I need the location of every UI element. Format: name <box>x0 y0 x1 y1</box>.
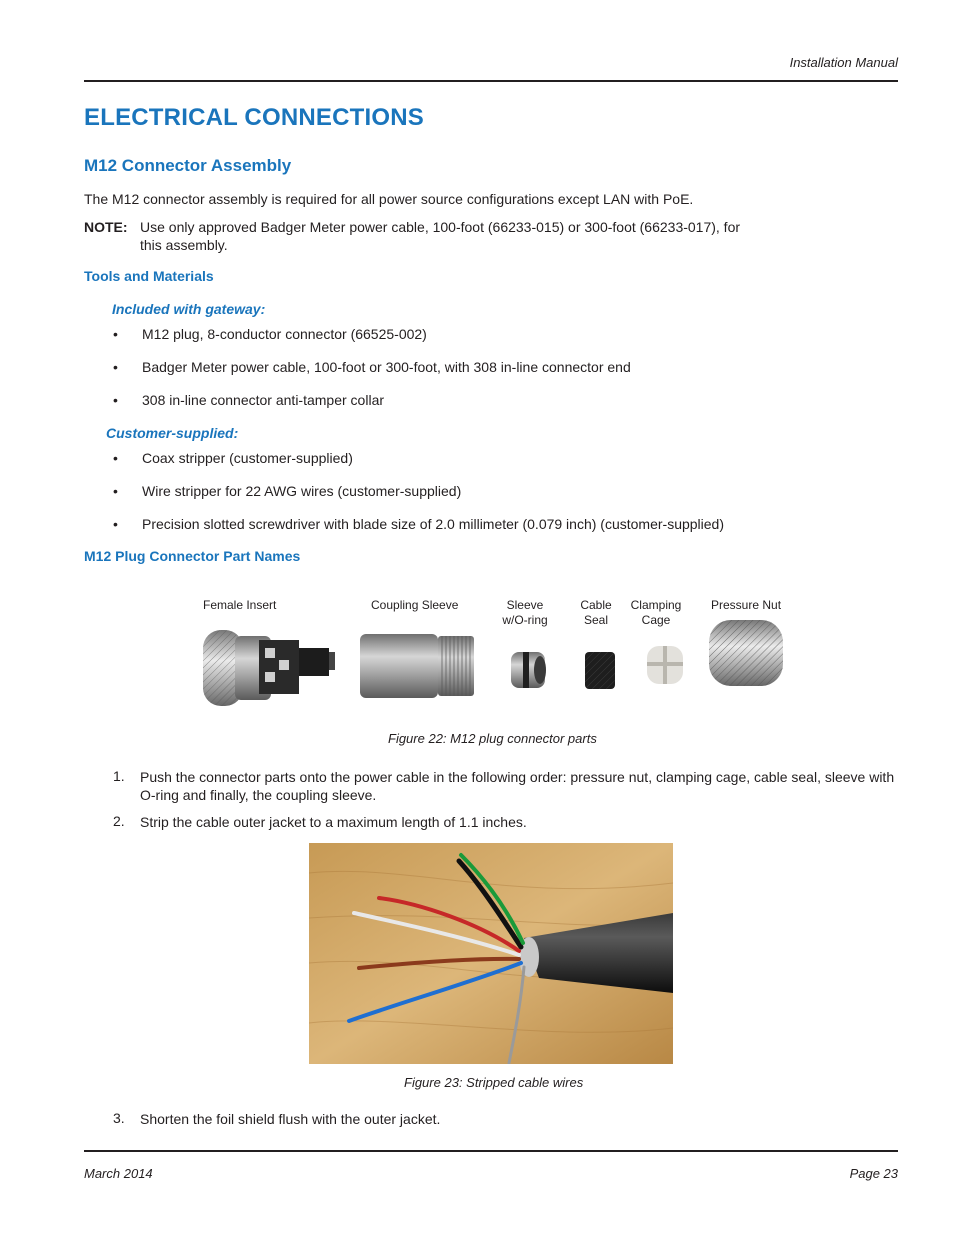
figure-23-caption: Figure 23: Stripped cable wires <box>404 1075 584 1090</box>
footer-page: Page 23 <box>849 1166 898 1181</box>
footer-date: March 2014 <box>84 1166 153 1181</box>
section-title: ELECTRICAL CONNECTIONS <box>84 104 424 131</box>
sleeve-oring-part <box>511 652 546 688</box>
included-heading: Included with gateway: <box>112 301 266 317</box>
figure-22-caption: Figure 22: M12 plug connector parts <box>388 731 597 746</box>
note-text-line2: this assembly. <box>140 237 228 253</box>
pressure-nut-part <box>709 620 783 686</box>
label-coupling-sleeve: Coupling Sleeve <box>371 598 459 612</box>
step-number: 3. <box>113 1110 125 1126</box>
bullet-icon: • <box>113 392 118 408</box>
tools-heading: Tools and Materials <box>84 268 214 284</box>
step-number: 1. <box>113 768 125 784</box>
footer-rule <box>84 1150 898 1152</box>
label-line: w/O-ring <box>502 613 548 627</box>
customer-heading: Customer-supplied: <box>106 425 239 441</box>
list-item: 308 in-line connector anti-tamper collar <box>142 392 385 408</box>
bullet-icon: • <box>113 483 118 499</box>
label-line: Sleeve <box>506 598 544 612</box>
connector-parts-illustration <box>195 612 795 712</box>
label-line: Clamping <box>630 598 682 612</box>
bullet-icon: • <box>113 516 118 532</box>
label-line: Seal <box>583 613 609 627</box>
list-item: Precision slotted screwdriver with blade size of 2.0 millimeter (0.079 inch) (customer-supplied) <box>142 516 725 532</box>
manual-title: Installation Manual <box>789 55 898 70</box>
bullet-icon: • <box>113 359 118 375</box>
coupling-sleeve-part <box>360 634 474 698</box>
note-label: NOTE: <box>84 219 128 235</box>
header-rule <box>84 80 898 82</box>
step-text: Strip the cable outer jacket to a maximum length of 1.1 inches. <box>140 814 527 830</box>
female-insert-part <box>203 630 335 706</box>
bullet-icon: • <box>113 450 118 466</box>
parts-heading: M12 Plug Connector Part Names <box>84 548 301 564</box>
list-item: Coax stripper (customer-supplied) <box>142 450 353 466</box>
subsection-title: M12 Connector Assembly <box>84 156 292 175</box>
list-item: Badger Meter power cable, 100-foot or 300-foot, with 308 in-line connector end <box>142 359 631 375</box>
cable-seal-part <box>585 652 615 689</box>
step-text: Push the connector parts onto the power cable in the following order: pressure nut, clamping cage, cable seal, sleeve with O-ring and finally, the coupling sleeve. <box>140 769 895 803</box>
list-item: Wire stripper for 22 AWG wires (customer-supplied) <box>142 483 462 499</box>
label-line: Cage <box>641 613 671 627</box>
bullet-icon: • <box>113 326 118 342</box>
step-number: 2. <box>113 813 125 829</box>
label-pressure-nut: Pressure Nut <box>711 598 782 612</box>
step-text: Shorten the foil shield flush with the outer jacket. <box>140 1111 441 1127</box>
clamping-cage-part <box>647 646 683 684</box>
label-female-insert: Female Insert <box>203 598 277 612</box>
label-line: Cable <box>580 598 612 612</box>
note-text-line1: Use only approved Badger Meter power cable, 100-foot (66233-015) or 300-foot (66233-017), for <box>140 219 741 235</box>
list-item: M12 plug, 8-conductor connector (66525-002) <box>142 326 427 342</box>
stripped-cable-illustration <box>309 843 673 1064</box>
intro-text: The M12 connector assembly is required for all power source configurations except LAN with PoE. <box>84 191 694 207</box>
